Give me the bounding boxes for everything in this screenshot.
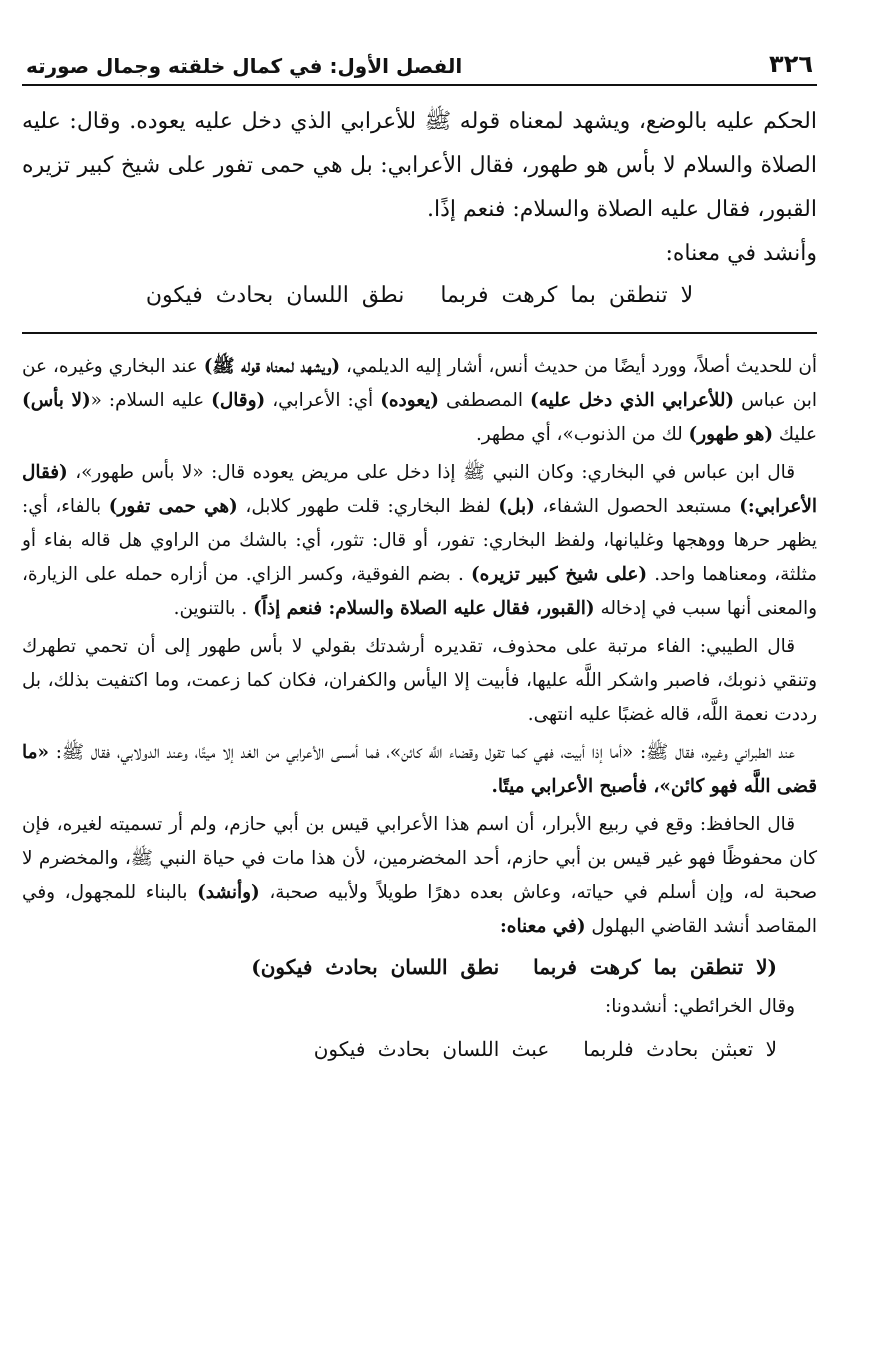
page-number: ٣٢٦ (769, 50, 813, 78)
commentary-paragraph: أن للحديث أصلاً، وورد أيضًا من حديث أنس، أشار إليه الديلمي، (ويشهد لمعناه قوله ﷺ) عند البخاري وغيره، عن ابن عباس (للأعرابي الذي دخل عليه) المصطفى (يعوده) أي: الأعرابي، (وقال) عليه السلام: «(لا بأس) عليك (هو طهور) لك من الذنوب»، أي مطهر. (22, 356, 818, 445)
commentary-verse: لا تعبثن بحادث فلربماعبث اللسان بحادث فيكون (313, 1037, 777, 1061)
book-page (22, 40, 817, 1335)
verse-hemistich-second: نطق اللسان بحادث فيكون (145, 283, 405, 308)
chapter-title: الفصل الأول: في كمال خلقته وجمال صورته (26, 54, 463, 78)
main-text-paragraph: الحكم عليه بالوضع، ويشهد لمعناه قوله ﷺ للأعرابي الذي دخل عليه يعوده. وقال: عليه الصلاة والسلام لا بأس هو طهور، فقال الأعرابي: بل هي حمى تفور على شيخ كبير تزيره القبور، فقال عليه الصلاة والسلام: فنعم إذًا. (22, 109, 817, 222)
main-verse (22, 276, 817, 316)
commentary-paragraph: قال الحافظ: وقع في ربيع الأبرار، أن اسم هذا الأعرابي قيس بن أبي حازم، ولم أر تسميته لغيره، فإن كان محفوظًا فهو غير قيس بن أبي حازم، أحد المخضرمين، لأن هذا مات في حياة النبي ﷺ، والمخضرم لا صحبة له، وإن أسلم في حياته، وعاش بعده دهرًا طويلاً ولأبيه صحبة، (وأنشد) بالبناء للمجهول، وفي المقاصد أنشد القاضي البهلول (في معناه: (22, 814, 817, 937)
page-header (22, 40, 817, 86)
commentary-paragraph: عند الطبراني وغيره، فقال ﷺ: «أما إذا أبيت، فهي كما تقول وقضاء اللَّه كائن»، فما أمسى الأعرابي من الغد إلا ميتًا، وعند الدولابي، فقال ﷺ: «ما قضى اللَّه فهو كائن»، فأصبح الأعرابي ميتًا. (22, 742, 817, 797)
verse-hemistich-first: لا تنطقن بما كرهت فربما (440, 283, 694, 308)
commentary-verse-bold: (لا تنطقن بما كرهت فربمانطق اللسان بحادث فيكون) (251, 955, 777, 979)
main-text-verse-intro: وأنشد في معناه: (665, 241, 817, 266)
commentary-divider (22, 332, 817, 334)
main-text (22, 86, 817, 316)
commentary-paragraph: قال الطيبي: الفاء مرتبة على محذوف، تقديره أرشدتك بقولي لا بأس طهور إلى أن تحمي تطهرك وتنقي ذنوبك، فاصبر واشكر اللَّه عليها، فأبيت إلا اليأس والكفران، فكان كما زعمت، وما اكتفيت بذلك، بل رددت نعمة اللَّه، قاله غضبًا عليه انتهى. (22, 636, 817, 725)
commentary-paragraph: وقال الخرائطي: أنشدونا: (605, 996, 795, 1017)
commentary-paragraph: قال ابن عباس في البخاري: وكان النبي ﷺ إذا دخل على مريض يعوده قال: «لا بأس طهور»، (فقال الأعرابي:) مستبعد الحصول الشفاء، (بل) لفظ البخاري: قلت طهور كلابل، (هي حمى تفور) بالفاء، أي: يظهر حرها ووهجها وغليانها، ولفظ البخاري: تفور، أو قال: تثور، أي: بالشك من الراوي هل قاله بفاء أو مثلثة، ومعناهما واحد. (على شيخ كبير تزيره) . بضم الفوقية، وكسر الزاي. من أزاره حمله على الزيارة، والمعنى أنها سبب في إدخاله (القبور، فقال عليه الصلاة والسلام: فنعم إذاً) . بالتنوين. (22, 462, 817, 619)
commentary (22, 350, 817, 1066)
